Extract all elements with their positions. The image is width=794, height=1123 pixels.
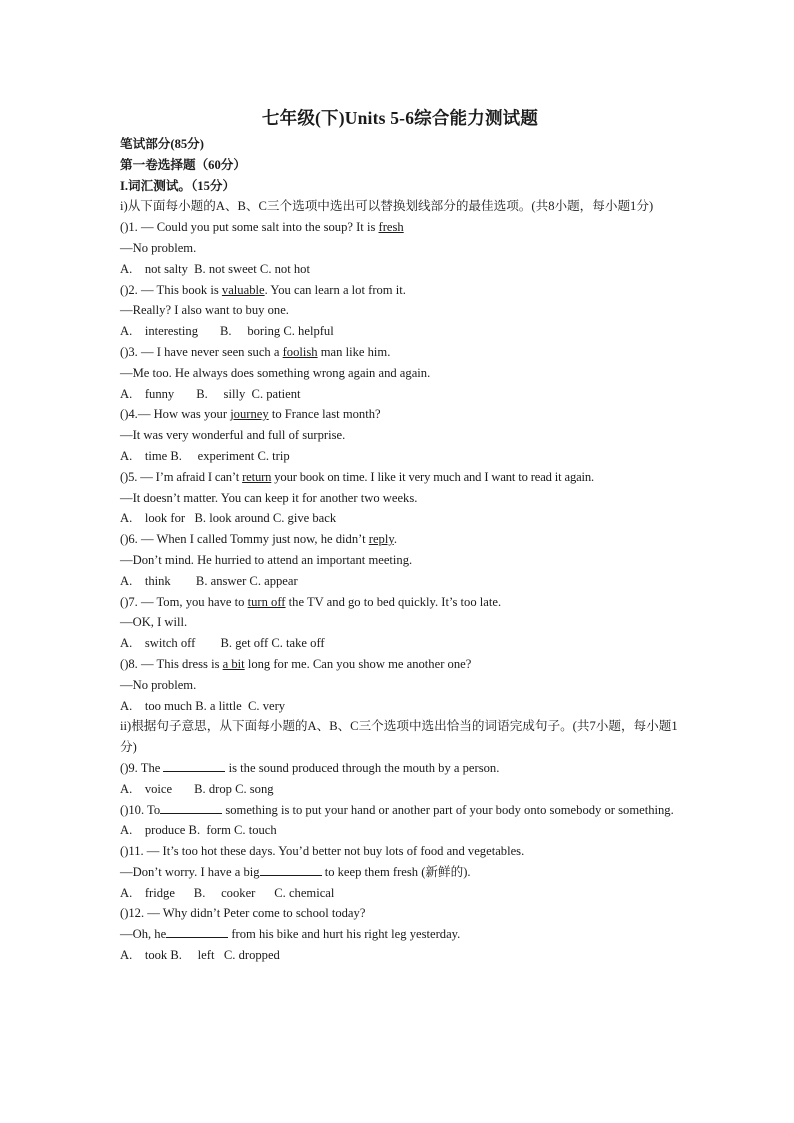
question-5-options: A. look for B. look around C. give back [120, 511, 337, 526]
question-12-reply: —Oh, he from his bike and hurt his right leg yesterday. [120, 924, 680, 945]
answer-blank[interactable] [260, 862, 322, 876]
question-6-options: A. think B. answer C. appear [120, 573, 298, 588]
answer-blank[interactable] [166, 924, 228, 938]
question-12: ()12. — Why didn’t Peter come to school today? [120, 906, 366, 921]
question-1: ()1. — Could you put some salt into the soup? It is fresh [120, 220, 404, 235]
question-7: ()7. — Tom, you have to turn off the TV and go to bed quickly. It’s too late. [120, 594, 502, 609]
underlined-word: fresh [378, 220, 404, 235]
question-2-reply: —Really? I also want to buy one. [120, 303, 289, 318]
underlined-word: valuable [221, 282, 265, 297]
question-4-options: A. time B. experiment C. trip [120, 448, 290, 463]
question-7-options: A. switch off B. get off C. take off [120, 636, 325, 651]
instruction-1: i)从下面每小题的A、B、C三个选项中选出可以替换划线部分的最佳选项。(共8小题，每小题1分) [120, 199, 654, 214]
underlined-word: reply [368, 532, 394, 547]
question-9-options: A. voice B. drop C. song [120, 781, 274, 796]
question-11: ()11. — It’s too hot these days. You’d better not buy lots of food and vegetables. [120, 844, 525, 859]
question-12-options: A. took B. left C. dropped [120, 948, 280, 963]
underlined-word: journey [230, 407, 269, 422]
question-4-reply: —It was very wonderful and full of surprise. [120, 428, 346, 443]
underlined-word: a bit [222, 656, 245, 671]
question-6-reply: —Don’t mind. He hurried to attend an important meeting. [120, 552, 413, 567]
question-2: ()2. — This book is valuable. You can learn a lot from it. [120, 282, 406, 297]
section-written: 笔试部分(85分) [120, 137, 204, 151]
answer-blank[interactable] [160, 800, 222, 814]
underlined-word: foolish [282, 344, 318, 359]
page-title: 七年级(下)Units 5-6综合能力测试题 [261, 108, 539, 128]
question-11-reply: —Don’t worry. I have a big to keep them fresh (新鲜的). [120, 862, 680, 883]
underlined-word: turn off [247, 594, 286, 609]
underlined-word: return [242, 469, 272, 484]
question-8: ()8. — This dress is a bit long for me. Can you show me another one? [120, 656, 472, 671]
question-7-reply: —OK, I will. [120, 615, 188, 630]
question-8-options: A. too much B. a little C. very [120, 698, 286, 713]
question-3: ()3. — I have never seen such a foolish man like him. [120, 344, 391, 359]
instruction-2: ii)根据句子意思，从下面每小题的A、B、C三个选项中选出恰当的词语完成句子。(共7小题，每小题1分) [120, 719, 678, 755]
question-4: ()4.— How was your journey to France last month? [120, 407, 381, 422]
question-5-reply: —It doesn’t matter. You can keep it for another two weeks. [120, 490, 418, 505]
answer-blank[interactable] [163, 758, 225, 772]
question-10: ()10. To something is to put your hand or another part of your body onto somebody or something. [120, 800, 680, 821]
question-3-options: A. funny B. silly C. patient [120, 386, 301, 401]
question-3-reply: —Me too. He always does something wrong again and again. [120, 365, 431, 380]
document-page [120, 104, 680, 966]
section-part1: 第一卷选择题（60分） [120, 157, 246, 172]
question-6: ()6. — When I called Tommy just now, he didn’t reply. [120, 532, 397, 547]
section-vocab: I.词汇测试。（15分） [120, 178, 236, 193]
question-11-options: A. fridge B. cooker C. chemical [120, 885, 335, 900]
question-2-options: A. interesting B. boring C. helpful [120, 324, 334, 339]
question-1-options: A. not salty B. not sweet C. not hot [120, 261, 310, 276]
question-10-options: A. produce B. form C. touch [120, 823, 277, 838]
question-1-reply: —No problem. [120, 240, 197, 255]
question-5: ()5. — I’m afraid I can’t return your book on time. I like it very much and I want to read it again. [120, 469, 595, 484]
question-8-reply: —No problem. [120, 677, 197, 692]
question-9: ()9. The is the sound produced through the mouth by a person. [120, 758, 680, 779]
